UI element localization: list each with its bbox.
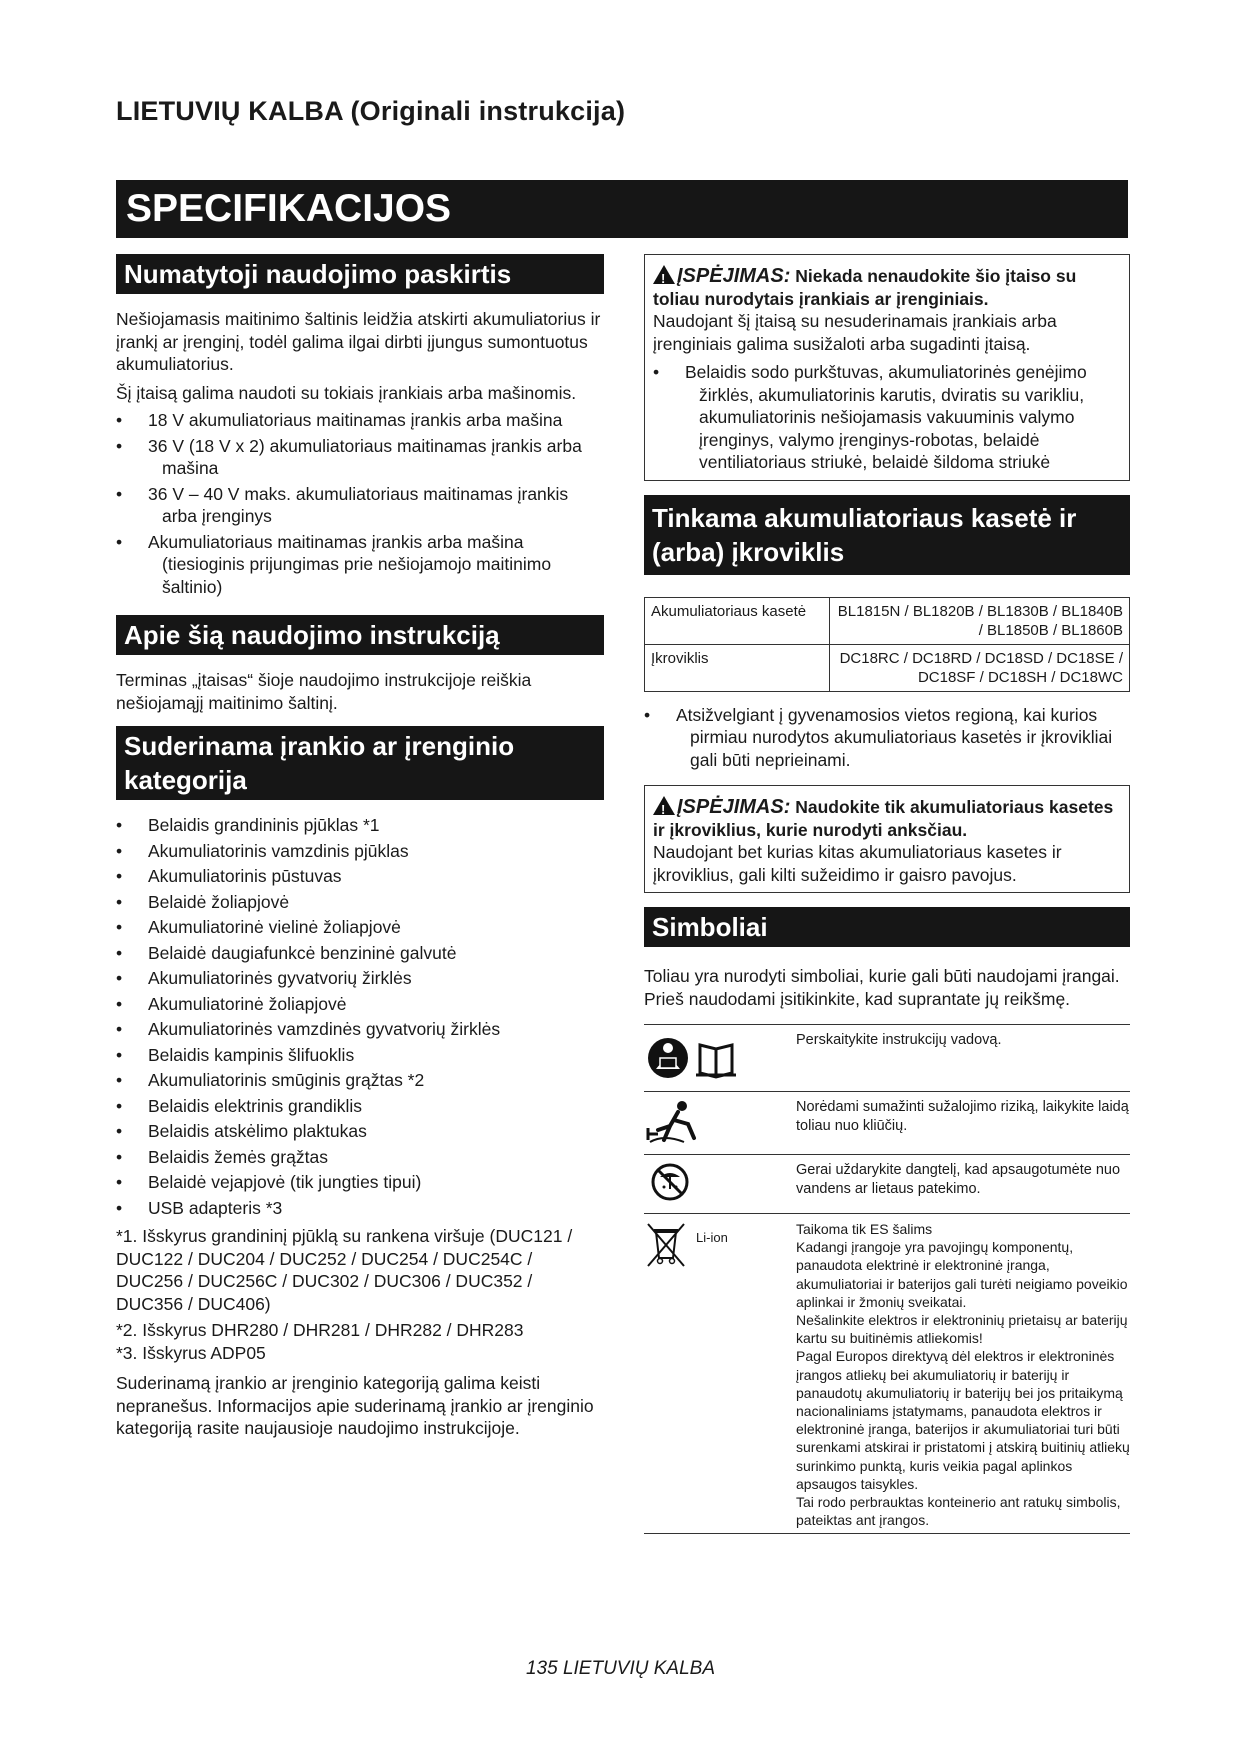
- warning-icon: [653, 796, 675, 815]
- section-manual-title: Apie šią naudojimo instrukciją: [116, 615, 604, 655]
- table-cell-value: BL1815N / BL1820B / BL1830B / BL1840B / BL1850B / BL1860B: [830, 597, 1130, 644]
- list-item: • Akumuliatorinė vielinė žoliapjovė: [116, 916, 604, 939]
- title-line: kategorija: [124, 765, 247, 795]
- symbol-icon-cell: [644, 1214, 796, 1534]
- table-row: [644, 1092, 1130, 1155]
- warning-title: [653, 265, 1121, 310]
- warning-box-1: [644, 254, 1130, 481]
- li-ion-label: Li-ion: [696, 1230, 728, 1245]
- list-item: • 18 V akumuliatoriaus maitinamas įrankis arba mašina: [116, 409, 604, 432]
- intended-use-paragraph-1: Nešiojamasis maitinimo šaltinis leidžia atskirti akumuliatorius ir įrankį ar įrenginį, todėl galima ilgai dirbti įjungus sumontuotus akumuliatorius.: [116, 309, 601, 374]
- table-cell-label: Įkroviklis: [645, 644, 830, 691]
- symbols-paragraph: Toliau yra nurodyti simboliai, kurie gali būti naudojami įrangai. Prieš naudodami įsitikinkite, kad suprantate jų reikšmę.: [644, 966, 1120, 1009]
- region-note-list: [644, 704, 1130, 772]
- intended-use-list: [116, 409, 604, 598]
- section-intended-use-title: Numatytoji naudojimo paskirtis: [116, 254, 604, 294]
- footnote-1: *1. Išskyrus grandininį pjūklą su rankena viršuje (DUC121 / DUC122 / DUC204 / DUC252 / DUC254 / DUC254C / DUC256 / DUC256C / DUC302 / DUC306 / DUC352 / DUC356 / DUC406): [116, 1226, 573, 1314]
- symbol-icon-cell: [644, 1155, 796, 1214]
- compatible-tools-paragraph: Suderinamą įrankio ar įrenginio kategoriją galima keisti nepranešus. Informacijos apie suderinamą įrankio ar įrenginio kategoriją rasite naujausioje naudojimo instrukcijoje.: [116, 1373, 594, 1438]
- list-item: • Belaidis atskėlimo plaktukas: [116, 1120, 604, 1143]
- right-column: [644, 254, 1130, 1534]
- warning-icon: [653, 265, 675, 284]
- crossed-bin-icon: [644, 1220, 688, 1268]
- list-item: • Belaidis žemės grąžtas: [116, 1146, 604, 1169]
- symbols-table: [644, 1024, 1130, 1534]
- section-battery-charger-title: [644, 495, 1130, 575]
- read-manual-icon: [644, 1031, 754, 1081]
- warning-lead: ĮSPĖJIMAS:: [677, 796, 791, 818]
- symbol-icon-cell: [644, 1025, 796, 1092]
- list-item: • Belaidė žoliapjovė: [116, 891, 604, 914]
- page-footer: 135 LIETUVIŲ KALBA: [525, 1658, 716, 1679]
- table-row: [645, 597, 1130, 644]
- list-item: • USB adapteris *3: [116, 1197, 604, 1220]
- table-row: [644, 1214, 1130, 1534]
- warning-text: Naudojant bet kurias kitas akumuliatoriaus kasetes ir įkroviklius, gali kilti sužeidimo ir gaisro pavojus.: [653, 842, 1062, 885]
- no-water-icon: [644, 1161, 696, 1203]
- title-line: Suderinama įrankio ar įrenginio: [124, 731, 515, 761]
- manual-paragraph: Terminas „įtaisas“ šioje naudojimo instrukcijoje reiškia nešiojamąjį maitinimo šaltinį.: [116, 670, 532, 713]
- section-symbols-title: Simboliai: [644, 907, 1130, 947]
- table-row: [644, 1155, 1130, 1214]
- table-cell-label: Akumuliatoriaus kasetė: [645, 597, 830, 644]
- list-item: • Akumuliatorinės vamzdinės gyvatvorių žirklės: [116, 1018, 604, 1041]
- trip-hazard-icon: [644, 1098, 704, 1144]
- warning-list: [653, 361, 1121, 474]
- list-item: • Akumuliatorinis smūginis grąžtas *2: [116, 1069, 604, 1092]
- page-title: LIETUVIŲ KALBA (Originali instrukcija): [116, 96, 626, 126]
- list-item: • Belaidis kampinis šlifuoklis: [116, 1044, 604, 1067]
- symbol-icon-cell: [644, 1092, 796, 1155]
- left-column: [116, 254, 604, 1440]
- list-item: • Belaidis grandininis pjūklas *1: [116, 814, 604, 837]
- title-line: (arba) įkroviklis: [652, 536, 845, 567]
- warning-lead: ĮSPĖJIMAS:: [677, 265, 791, 287]
- battery-charger-table: [644, 597, 1130, 692]
- table-row: [644, 1025, 1130, 1092]
- warning-bold-text: Naudokite tik akumuliatoriaus kasetes ir įkroviklius, kurie nurodyti anksčiau.: [653, 797, 1114, 840]
- list-item: • Akumuliatorinis pūstuvas: [116, 865, 604, 888]
- list-item: • Akumuliatoriaus maitinamas įrankis arba mašina (tiesioginis prijungimas prie nešiojamojo maitinimo šaltinio): [116, 531, 604, 599]
- table-row: [645, 644, 1130, 691]
- section-compatible-tools-title: [116, 726, 604, 800]
- footnote-3: *3. Išskyrus ADP05: [116, 1342, 266, 1363]
- title-line: Tinkama akumuliatoriaus kasetė ir: [652, 502, 1077, 533]
- symbol-description: Gerai uždarykite dangtelį, kad apsaugotumėte nuo vandens ar lietaus patekimo.: [796, 1155, 1130, 1214]
- list-item: • Belaidė daugiafunkcė benzininė galvutė: [116, 942, 604, 965]
- list-item: • Belaidis elektrinis grandiklis: [116, 1095, 604, 1118]
- table-cell-value: DC18RC / DC18RD / DC18SD / DC18SE / DC18SF / DC18SH / DC18WC: [830, 644, 1130, 691]
- list-item: • Belaidė vejapjovė (tik jungties tipui): [116, 1171, 604, 1194]
- warning-bold-text: Niekada nenaudokite šio įtaiso su toliau nurodytais įrankiais ar įrenginiais.: [653, 266, 1077, 309]
- list-item: • Atsižvelgiant į gyvenamosios vietos regioną, kai kurios pirmiau nurodytos akumuliatoriaus kasetės ir įkrovikliai gali būti neprieinami.: [644, 704, 1130, 772]
- list-item: • 36 V (18 V x 2) akumuliatoriaus maitinamas įrankis arba mašina: [116, 435, 604, 480]
- symbol-description: Perskaitykite instrukcijų vadovą.: [796, 1025, 1130, 1092]
- list-item: • Belaidis sodo purkštuvas, akumuliatorinės genėjimo žirklės, akumuliatorinis karutis, dviratis su varikliu, akumuliatorinis nešiojamasis vakuuminis valymo įrenginys, valymo įrenginys-robotas, belaidė ventiliatoriaus striukė, belaidė šildoma striukė: [653, 361, 1121, 474]
- compatible-tools-list: [116, 814, 604, 1219]
- symbol-description: Taikoma tik ES šalims Kadangi įrangoje yra pavojingų komponentų, panaudota elektrinė ir elektroninė įranga, akumuliatoriai ir baterijos gali turėti neigiamo poveikio aplinkai ir žmonių sveikatai. Nešalinkite elektros ir elektroninių prietaisų ar baterijų kartu su buitinėmis atliekomis! Pagal Europos direktyvą dėl elektros ir elektroninės įrangos atliekų bei akumuliatorių ir baterijų ir panaudotų akumuliatorių ir baterijų bei jos pritaikymą nacionaliniams įstatymams, panaudota elektros ir elektroninė įranga, baterijos ir akumuliatoriai turi būti surenkami atskirai ir pristatomi į atskirą buitinių atliekų surinkimo punktą, kuris veikia pagal aplinkos apsaugos taisykles. Tai rodo perbrauktas konteinerio ant ratukų simbolis, pateiktas ant įrangos.: [796, 1214, 1130, 1534]
- intended-use-paragraph-2: Šį įtaisą galima naudoti su tokiais įrankiais arba mašinomis.: [116, 382, 577, 403]
- list-item: • Akumuliatorinė žoliapjovė: [116, 993, 604, 1016]
- list-item: • Akumuliatorinis vamzdinis pjūklas: [116, 840, 604, 863]
- list-item: • Akumuliatorinės gyvatvorių žirklės: [116, 967, 604, 990]
- warning-box-2: [644, 785, 1130, 893]
- list-item: • 36 V – 40 V maks. akumuliatoriaus maitinamas įrankis arba įrenginys: [116, 483, 604, 528]
- symbol-description: Norėdami sumažinti sužalojimo riziką, laikykite laidą toliau nuo kliūčių.: [796, 1092, 1130, 1155]
- warning-title: [653, 796, 1121, 841]
- warning-text: Naudojant šį įtaisą su nesuderinamais įrankiais arba įrenginiais galima susižaloti arba sugadinti įtaisą.: [653, 311, 1057, 354]
- main-banner: SPECIFIKACIJOS: [116, 180, 1128, 238]
- footnote-2: *2. Išskyrus DHR280 / DHR281 / DHR282 / DHR283: [116, 1320, 524, 1340]
